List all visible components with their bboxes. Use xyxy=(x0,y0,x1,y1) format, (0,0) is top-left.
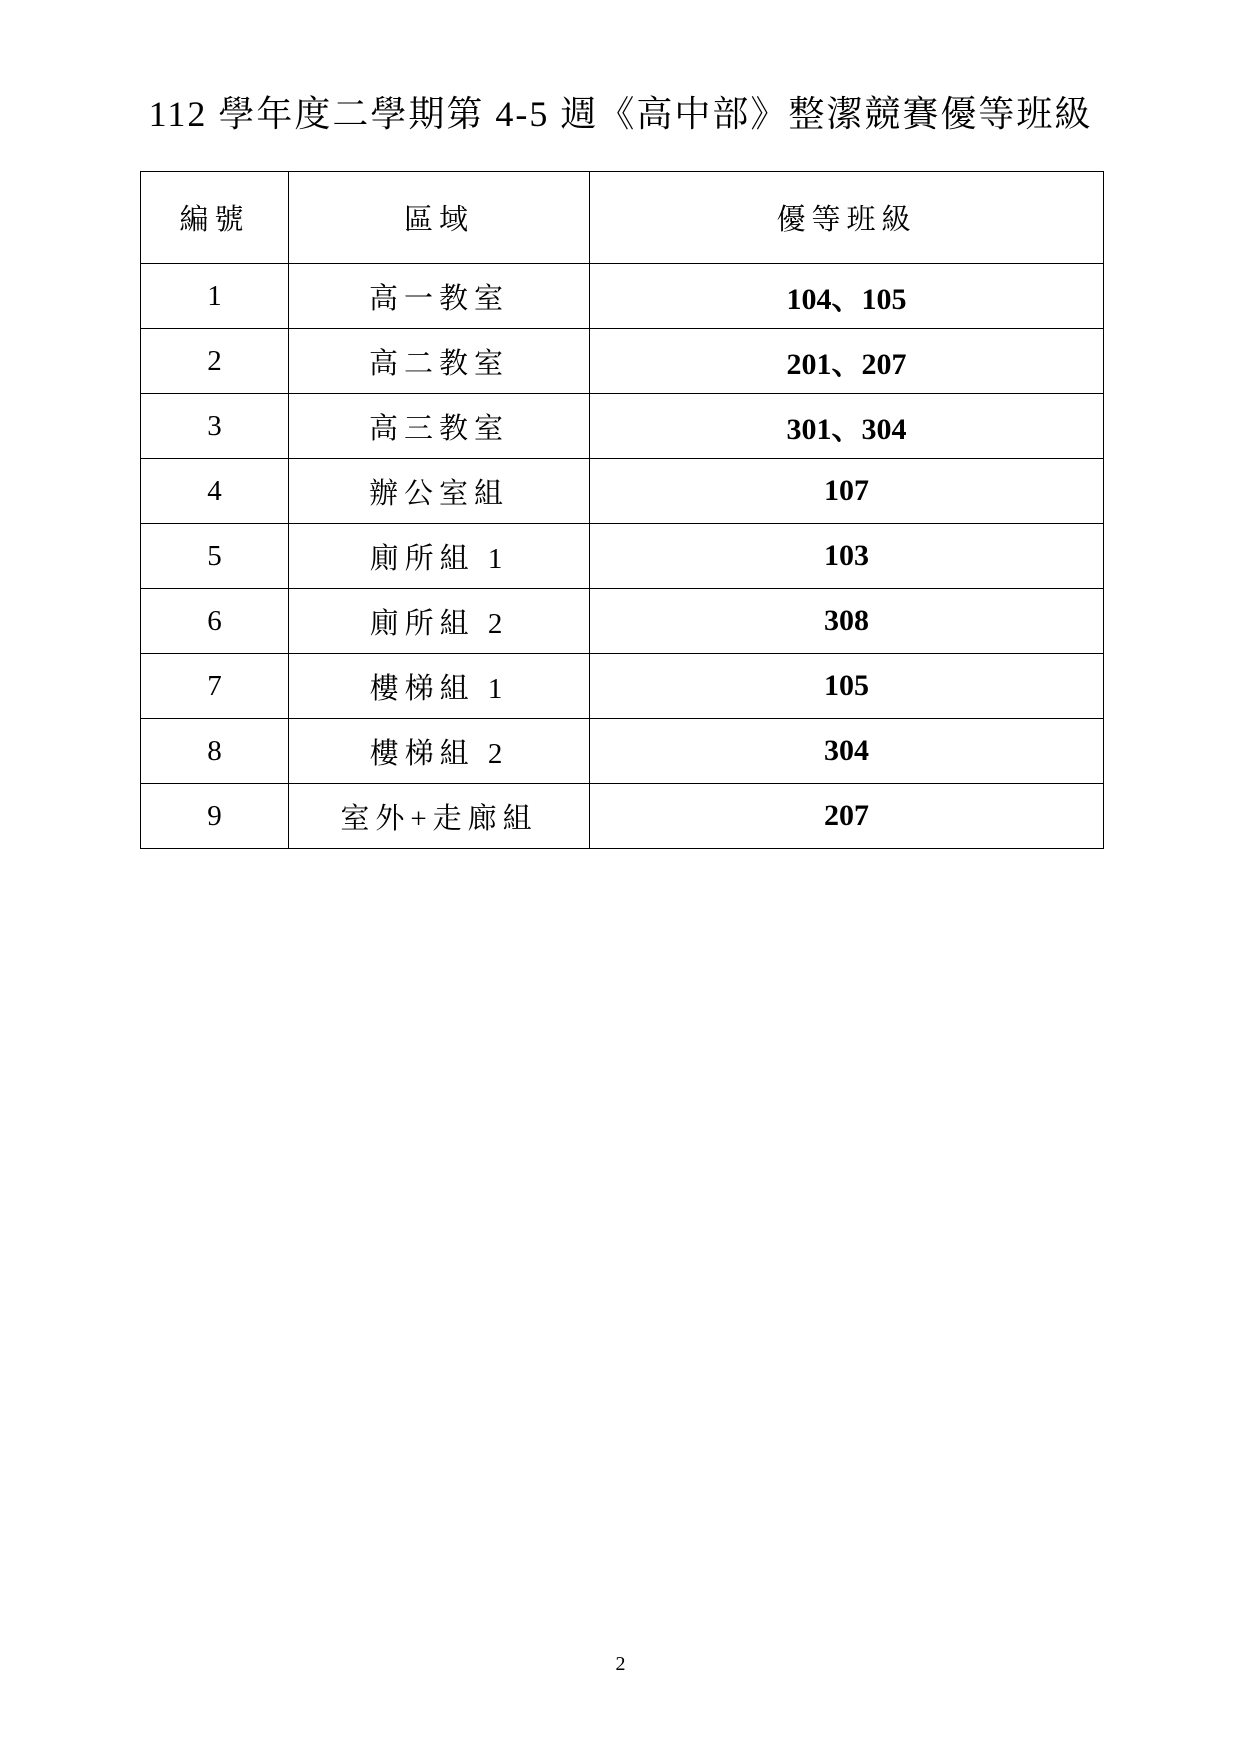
row-classes: 207 xyxy=(590,784,1104,849)
table-row xyxy=(141,329,1104,394)
row-number: 1 xyxy=(141,264,289,329)
page-title: 112 學年度二學期第 4-5 週《高中部》整潔競賽優等班級 xyxy=(148,94,1093,134)
table-row xyxy=(141,264,1104,329)
table-row xyxy=(141,784,1104,849)
row-area: 廁所組 2 xyxy=(289,589,590,654)
row-classes: 105 xyxy=(590,654,1104,719)
table-row xyxy=(141,459,1104,524)
row-area: 室外+走廊組 xyxy=(289,784,590,849)
table-row xyxy=(141,654,1104,719)
row-area: 辦公室組 xyxy=(289,459,590,524)
row-number: 4 xyxy=(141,459,289,524)
table-row xyxy=(141,524,1104,589)
row-area: 樓梯組 1 xyxy=(289,654,590,719)
row-classes: 304 xyxy=(590,719,1104,784)
header-number: 編號 xyxy=(141,172,289,264)
header-area: 區域 xyxy=(289,172,590,264)
row-number: 6 xyxy=(141,589,289,654)
row-area: 樓梯組 2 xyxy=(289,719,590,784)
row-classes: 301、304 xyxy=(590,394,1104,459)
row-classes: 308 xyxy=(590,589,1104,654)
awards-table xyxy=(140,171,1104,849)
row-area: 高一教室 xyxy=(289,264,590,329)
row-number: 2 xyxy=(141,329,289,394)
row-area: 高三教室 xyxy=(289,394,590,459)
table-header-row xyxy=(141,172,1104,264)
row-classes: 201、207 xyxy=(590,329,1104,394)
row-number: 9 xyxy=(141,784,289,849)
row-area: 廁所組 1 xyxy=(289,524,590,589)
row-classes: 103 xyxy=(590,524,1104,589)
row-classes: 107 xyxy=(590,459,1104,524)
row-number: 7 xyxy=(141,654,289,719)
row-number: 3 xyxy=(141,394,289,459)
table-row xyxy=(141,719,1104,784)
table-row xyxy=(141,394,1104,459)
row-area: 高二教室 xyxy=(289,329,590,394)
page-number: 2 xyxy=(615,1653,626,1675)
row-classes: 104、105 xyxy=(590,264,1104,329)
row-number: 5 xyxy=(141,524,289,589)
row-number: 8 xyxy=(141,719,289,784)
header-classes: 優等班級 xyxy=(590,172,1104,264)
table-row xyxy=(141,589,1104,654)
